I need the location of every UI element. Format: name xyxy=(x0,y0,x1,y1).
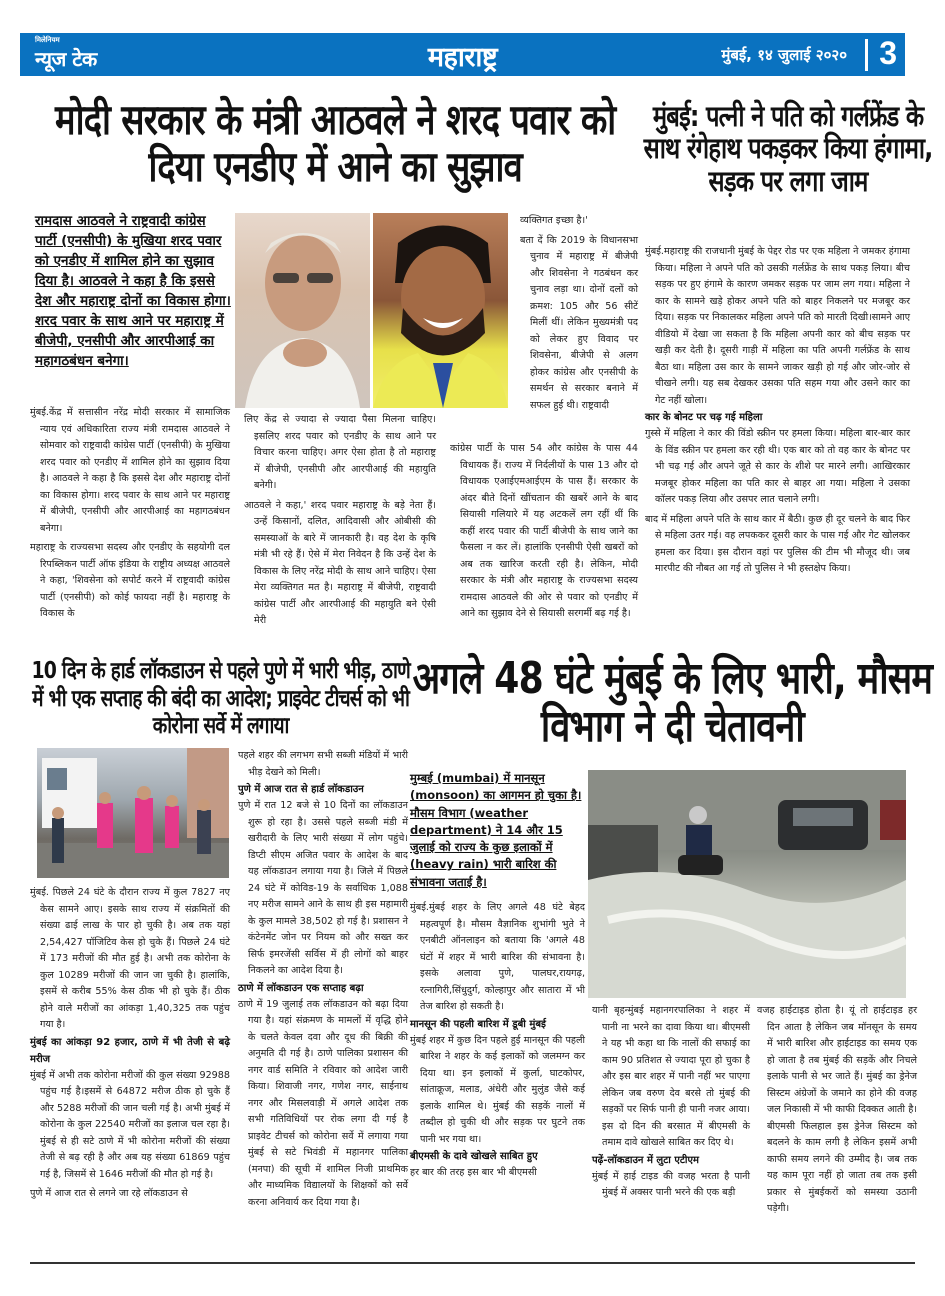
paragraph: ठाणे में 19 जुलाई तक लॉकडाउन को बढ़ा दिया गया है। यहां संक्रमण के मामलों में वृद्धि होने के चलते केवल दवा और दूध की बिक्री की अनुमति दी गई है। ठाणे पालिका प्रशासन की नगर वार्ड समिति ने रविवार को आदेश जारी किया। शिवाजी नगर, गणेश नगर, साईनाथ नगर और मिसलवाड़ी में अगले आदेश तक सभी गतिविधियों पर रोक लगा दी गई है प्राइवेट टीचर्स को कोरोना सर्वे में लगाया गया मुंबई से सटे भिवंडी में महानगर पालिका (मनपा) की सूची में शामिल निजी प्राथमिक और माध्यमिक विद्यालयों के शिक्षकों को सर्वे करना अनिवार्य कर दिया गया है। xyxy=(238,998,408,1208)
paragraph: आठवले ने कहा,' शरद पवार महाराष्ट्र के बड़े नेता हैं। उन्हें किसानों, दलित, आदिवासी और ओबीसी की समस्याओं के बारे में जानकारी है। वह देश के कृषि मंत्री भी रहे हैं। ऐसे में मेरा निवेदन है कि उन्हें देश के विकास के लिए नरेंद्र मोदी के साथ आने चाहिए। ऐसा मेरा व्यक्तिगत मत है। महाराष्ट्र में बीजेपी, राष्ट्रवादी कांग्रेस पार्टी और आरपीआई की महायुति बने ऐसी मेरी xyxy=(244,499,436,626)
paragraph: लिए केंद्र से ज्यादा से ज्यादा पैसा मिलना चाहिए। इसलिए शरद पवार को एनडीए के साथ आने पर विचार करना चाहिए। अगर ऐसा होता है तो महाराष्ट्र में बीजेपी, एनसीपी और आरपीआई की महायुति बनेगी। xyxy=(244,414,436,491)
paragraph: मुंबई में हाई टाइड की वजह भरता है पानी मुंबई में अक्सर पानी भरने की एक बड़ी xyxy=(592,1170,750,1198)
paragraph: मुंबई.मुंबई शहर के लिए अगले 48 घंटे बेहद महत्वपूर्ण है। मौसम वैज्ञानिक शुभांगी भुते ने एनबीटी ऑनलाइन को बताया कि 'अगले 48 घंटों में शहर में भारी बारिश की संभावना है। इसके अलावा पुणे, पालघर,रायगढ़, रत्नागिरी,सिंधुदुर्ग, कोल्हापुर और सातारा में भी तेज बारिश हो सकती है। xyxy=(410,902,585,1012)
story-subhead: पढ़ें-लॉकडाउन में लुटा एटीएम xyxy=(592,1154,699,1166)
story-column-2 xyxy=(592,1003,750,1202)
sharad-pawar-photo xyxy=(235,213,370,408)
page-number-divider xyxy=(865,39,868,71)
story-headline[interactable]: अगले 48 घंटे मुंबई के लिए भारी, मौसम विभाग ने दी चेतावनी xyxy=(412,653,933,753)
story-column-3 xyxy=(757,1003,917,1218)
masthead xyxy=(20,33,905,76)
dateline: मुंबई, १४ जुलाई २०२० xyxy=(721,46,847,64)
page-number: 3 xyxy=(879,35,897,71)
paragraph: वजह हाईटाइड होता है। यूं तो हाईटाइड हर दिन आता है लेकिन जब मॉनसून के समय में भारी बारिश और हाईटाइड का समय एक हो जाता है तब मुंबई की सड़कें और निचले इलाके पानी से भर जाते हैं। मुंबई का ड्रेनेज सिस्टम अंग्रेजों के जमाने का होने की वजह जल निकासी में भी काफी दिक्कत आती है। बीएमसी फिलहाल इस ड्रेनेज सिस्टम को बदलने के काम लगी है लेकिन इसमें अभी काफी समय लगने की उम्मीद है। जब तक यह काम पूरा नहीं हो जाता तब तक इसी प्रकार से मुंबईकरों को समस्या उठानी पड़ेगी। xyxy=(757,1005,917,1214)
story-column xyxy=(645,244,910,578)
flooded-street-photo xyxy=(588,770,906,998)
story-subhead: बीएमसी के दावे खोखले साबित हुए xyxy=(410,1151,538,1162)
story-subhead: ठाणे में लॉकडाउन एक सप्ताह बढ़ा xyxy=(238,982,364,994)
paragraph: मुंबई में अभी तक कोरोना मरीजों की कुल संख्या 92988 पहुंच गई है।इसमें से 64872 मरीज ठीक हो चुके हैं और 5288 मरीजों की जान चली गई है। अभी मुंबई में कोरोना के कुल 22540 मरीजों का इलाज चल रहा है। मुंबई से ही सटे ठाणे में भी कोरोना मरीजों की संख्या तेजी से बढ़ रही है और अब यह संख्या 61869 पहुंच गई है, जिसमें से 1646 मरीजों की मौत हो गई है। xyxy=(30,1069,230,1180)
paragraph: हर बार की तरह इस बार भी बीएमसी xyxy=(410,1167,537,1178)
paragraph: महाराष्ट्र के राज्यसभा सदस्य और एनडीए के सहयोगी दल रिपब्लिकन पार्टी ऑफ इंडिया के राष्ट्रीय अध्यक्ष आठवले ने कहा, 'शिवसेना को सपोर्ट करने में राष्ट्रवादी कांग्रेस पार्टी (एनसीपी) को कोई फायदा नहीं है। महाराष्ट्र के विकास के xyxy=(30,542,230,619)
story-headline[interactable]: 10 दिन के हार्ड लॉकडाउन से पहले पुणे में भारी भीड़, ठाणे में भी एक सप्ताह की बंदी का आदेश; प्राइवेट टीचर्स को भी कोरोना सर्वे में लगाया xyxy=(31,658,410,740)
paragraph: मुंबई.महाराष्ट्र की राजधानी मुंबई के पेद्दर रोड पर एक महिला ने जमकर हंगामा किया। महिला ने अपने पति को उसकी गर्लफ्रेंड के साथ पकड़ लिया। बीच सड़क पर हुए हंगामे के कारण जमकर सड़क पर जाम लग गया। महिला ने कार के सामने खड़े होकर अपने पति को बाहर निकलने पर मजबूर कर दिया। सड़क पर निकालकर महिला अपने पति को मारती दिखी।सामने आए वीडियो में देखा जा सकता है कि महिला अपनी कार को बीच सड़क पर खड़ी कर देती है। दूसरी गाड़ी में महिला का पति अपनी गर्लफ्रेंड के साथ बैठा था। महिला उस कार के सामने जाकर खड़ी हो गई और जोर-जोर से चीखने लगी। यह सब देखकर उसका पति सहम गया और उसने कार का गेट नहीं खोला। xyxy=(645,246,910,406)
story-column-2 xyxy=(238,748,408,1211)
brand-tagline: मिलेनियम xyxy=(35,36,60,44)
paragraph: कांग्रेस पार्टी के पास 54 और कांग्रेस के पास 44 विधायक हैं। राज्य में निर्दलीयों के पास 13 और दो विधायक एआईएमआईएम के पास हैं। सरकार के अंदर बीते दिनों खींचतान की खबरें आने के बाद सियासी गलियारे में यह अटकलें लग रहीं थीं कि कहीं शरद पवार की पार्टी बीजेपी के साथ जाने का फैसला न कर लें। हालांकि एनसीपी ऐसी खबरों को अब तक खारिज करती रही है। लेकिन, मोदी सरकार के मंत्री और महाराष्ट्र के राज्यसभा सदस्य रामदास आठवले की ओर से पवार को एनडीए में आने का सुझाव देने से सियासी सरगर्मी बढ़ गई है। xyxy=(450,443,638,619)
ramdas-athawale-photo xyxy=(373,213,508,408)
paragraph: पुणे में आज रात से लगने जा रहे लॉकडाउन से xyxy=(30,1188,188,1199)
story-subhead: मानसून की पहली बारिश में डूबी मुंबई xyxy=(410,1018,546,1030)
paragraph: पहले शहर की लगभग सभी सब्जी मंडियों में भारी भीड़ देखने को मिली। xyxy=(238,750,408,778)
brand-logo[interactable]: न्यूज टेक xyxy=(35,47,97,71)
story-headline[interactable]: मोदी सरकार के मंत्री आठवले ने शरद पवार को दिया एनडीए में आने का सुझाव xyxy=(55,95,616,192)
paragraph: गुस्से में महिला ने कार की विंडो स्क्रीन पर हमला किया। महिला बार-बार कार के विंड स्क्रीन पर हमला कर रही थी। एक बार को तो वह कार के बोनट पर भी चढ़ गई और अपने जूते से कार के शीशे पर मारने लगी। आखिरकार मजबूर होकर महिला का पति कार से बाहर आ गया। महिला ने उसका कॉलर पकड़ लिया और उसपर लात चलाने लगी। xyxy=(645,428,910,505)
paragraph: पुणे में रात 12 बजे से 10 दिनों का लॉकडाउन शुरू हो रहा है। उससे पहले सब्जी मंडी में खरीदारी के लिए भारी संख्या में लोग पहुंचे। डिप्टी सीएम अजित पवार के आदेश के बाद यह लॉकडाउन लगाया गया है। जिले में पिछले 24 घंटे में कोविड-19 के सर्वाधिक 1,088 नए मरीज सामने आने के साथ ही इस महामारी के कुल मामले 38,502 हो गई है। प्रशासन ने कंटेनमेंट जोन पर नियम को और सख्त कर सिर्फ इमरजेंसी सर्विस में ही लोगों को बाहर निकलने का आदेश दिया है। xyxy=(238,800,408,976)
story-column-1 xyxy=(30,885,230,1203)
story-subhead: मुंबई का आंकड़ा 92 हजार, ठाणे में भी तेजी से बढ़े मरीज xyxy=(30,1036,230,1065)
story-column-2 xyxy=(244,412,436,630)
story-headline[interactable]: मुंबई: पत्नी ने पति को गर्लफ्रेंड के साथ रंगेहाथ पकड़कर किया हंगामा, सड़क पर लगा जाम xyxy=(643,99,933,198)
story-lede: रामदास आठवले ने राष्ट्रवादी कांग्रेस पार्टी (एनसीपी) के मुखिया शरद पवार को एनडीए में शामिल होने का सुझाव दिया है। आठवले ने कहा है कि इससे देश और महाराष्ट्र दोनों का विकास होगा। शरद पवार के साथ आने पर महाराष्ट्र में बीजेपी, एनसीपी और आरपीआई का महागठबंधन बनेगा। xyxy=(35,213,231,369)
paragraph: मुंबई शहर में कुछ दिन पहले हुई मानसून की पहली बारिश ने शहर के कई इलाकों को जलमग्न कर दिया था। इन इलाकों में कुर्ला, घाटकोपर, सांताक्रूज, मलाड, अंधेरी और मुलुंड जैसे कई इलाके शामिल थे। मुंबई की सड़कें नालों में तब्दील हो चुकी थी और सड़क पर घुटने तक पानी भर गया था। xyxy=(410,1034,585,1145)
paragraph: यानी बृहन्मुंबई महानगरपालिका ने शहर में पानी ना भरने का दावा किया था। बीएमसी ने यह भी कहा था कि नालों की सफाई का काम 90 प्रतिशत से ज्यादा पूरा हो चुका है और इस बार शहर में पानी नहीं भर पाएगा लेकिन जब वरुण देव बरसे तो मुंबई की सड़कों पर सिर्फ पानी ही पानी नजर आया। इस दो दिन की बरसात में बीएमसी के तमाम दावे खोखले साबित कर दिए थे। xyxy=(592,1005,750,1148)
paragraph: मुंबई. पिछले 24 घंटे के दौरान राज्य में कुल 7827 नए केस सामने आए। इसके साथ राज्य में संक्रमितों की संख्या ढाई लाख के पार हो चुकी है। अब तक यहां 2,54,427 पॉजिटिव केस हो चुके हैं। पिछले 24 घंटे में 173 मरीजों की मौत हुई है। अभी तक कोरोना के कुल 10289 मरीजों की जान जा चुकी है। हालांकि, इसमें से करीब 55% केस ठीक भी हो चुके हैं। ठीक होने वाले मरीजों का आंकड़ा 1,40,325 तक पहुंच गया है। xyxy=(30,887,230,1030)
page-bottom-rule xyxy=(30,1262,915,1264)
paragraph: बाद में महिला अपने पति के साथ कार में बैठी। कुछ ही दूर चलने के बाद फिर से महिला उतर गई। वह लपककर दूसरी कार के पास गई और गेट खोलकर हमला कर दिया। इस दौरान वहां पर पुलिस की टीम भी मौजूद थी। जब मारपीट की नौबत आ गई तो पुलिस ने भी हस्तक्षेप किया। xyxy=(645,513,910,574)
story-column-3 xyxy=(520,213,638,414)
story-column-1 xyxy=(30,405,230,623)
story-subhead: कार के बोनट पर चढ़ गई महिला xyxy=(645,412,763,423)
story-column-4 xyxy=(450,441,638,623)
pune-crowd-photo xyxy=(37,748,229,878)
story-lede: मुम्बई (mumbai) में मानसून (monsoon) का आगमन हो चुका है। मौसम विभाग (weather department) ने 14 और 15 जुलाई को राज्य के कुछ इलाकों में (heavy rain) भारी बारिश की संभावना जताई है। xyxy=(410,771,582,889)
story-subhead: पुणे में आज रात से हार्ड लॉकडाउन xyxy=(238,784,364,795)
paragraph: मुंबई.केंद्र में सत्तासीन नरेंद्र मोदी सरकार में सामाजिक न्याय एवं अधिकारिता राज्य मंत्री रामदास आठवले ने सोमवार को राष्ट्रवादी कांग्रेस पार्टी (एनसीपी) के मुखिया शरद पवार को एनडीए में शामिल होने का सुझाव दिया है। आठवले ने कहा है कि इससे देश और महाराष्ट्र दोनों का विकास होगा। शरद पवार के साथ आने पर महाराष्ट्र में बीजेपी, एनसीपी और आरपीआई का महागठबंधन बनेगा। xyxy=(30,407,230,534)
section-title: महाराष्ट्र xyxy=(427,42,498,73)
paragraph: व्यक्तिगत इच्छा है।' xyxy=(520,215,588,226)
story-column-1 xyxy=(410,900,585,1182)
paragraph: बता दें कि 2019 के विधानसभा चुनाव में महाराष्ट्र में बीजेपी और शिवसेना ने गठबंधन कर चुनाव लड़ा था। दोनों दलों को क्रमश: 105 और 56 सीटें मिलीं थीं। लेकिन मुख्यमंत्री पद को लेकर हुए विवाद पर शिवसेना, बीजेपी से अलग होकर कांग्रेस और एनसीपी के समर्थन से सरकार बनाने में सफल हुई थी। राष्ट्रवादी xyxy=(520,234,638,411)
